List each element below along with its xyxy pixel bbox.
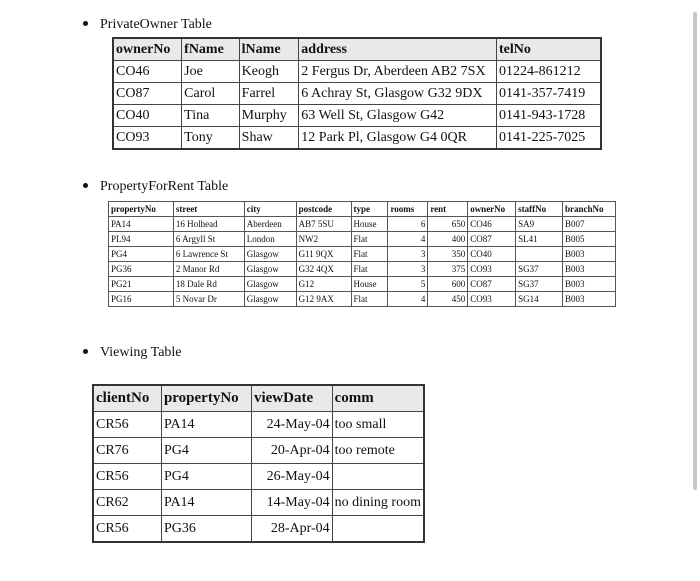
table-cell: PG36 [161,516,251,543]
table-cell: CR62 [93,490,161,516]
table-cell: PA14 [109,217,174,232]
table-cell: 63 Well St, Glasgow G42 [299,105,497,127]
table-row [93,464,424,490]
table-cell: AB7 5SU [296,217,351,232]
table-cell: Flat [351,292,388,307]
table-cell: Flat [351,262,388,277]
column-header: postcode [296,202,351,217]
table-row [109,262,616,277]
table-cell: 2 Fergus Dr, Aberdeen AB2 7SX [299,61,497,83]
table-cell: no dining room [332,490,424,516]
table-cell: CO93 [468,292,516,307]
table-cell: CO46 [468,217,516,232]
column-header: propertyNo [109,202,174,217]
property-for-rent-table [108,201,616,307]
column-header: city [244,202,296,217]
table-cell: too small [332,412,424,438]
table-cell: 26-May-04 [251,464,332,490]
column-header: rooms [388,202,428,217]
table-cell: Tina [182,105,240,127]
table-cell: B007 [562,217,615,232]
table-cell [332,464,424,490]
table-cell: CO93 [113,127,182,150]
table-cell: G11 9QX [296,247,351,262]
column-header: fName [182,38,240,61]
table-cell: CO87 [468,232,516,247]
column-header: type [351,202,388,217]
table-cell: CO40 [468,247,516,262]
table-cell: Murphy [239,105,299,127]
table-cell: Joe [182,61,240,83]
property-for-rent-heading: PropertyForRent Table [83,179,228,195]
viewing-table [92,384,425,543]
table-cell: 14-May-04 [251,490,332,516]
table-cell: Farrel [239,83,299,105]
table-cell: G32 4QX [296,262,351,277]
bullet-icon [83,183,88,188]
column-header: propertyNo [161,385,251,412]
table-cell: 0141-943-1728 [496,105,601,127]
table-cell: 6 Argyll St [173,232,244,247]
table-cell: House [351,217,388,232]
table-cell: PG4 [161,438,251,464]
table-cell: 375 [428,262,468,277]
private-owner-table [112,37,602,150]
column-header: telNo [496,38,601,61]
table-cell: PL94 [109,232,174,247]
table-cell: 350 [428,247,468,262]
table-cell: 28-Apr-04 [251,516,332,543]
column-header: ownerNo [113,38,182,61]
table-row [113,127,601,150]
table-cell: 20-Apr-04 [251,438,332,464]
table-cell: Keogh [239,61,299,83]
table-cell: London [244,232,296,247]
table-cell: too remote [332,438,424,464]
table-cell: 0141-357-7419 [496,83,601,105]
column-header: staffNo [516,202,563,217]
table-cell: PA14 [161,490,251,516]
table-cell: Tony [182,127,240,150]
table-row [109,292,616,307]
table-cell: B005 [562,232,615,247]
table-cell: PG36 [109,262,174,277]
table-cell: NW2 [296,232,351,247]
table-cell: Flat [351,247,388,262]
table-cell: Glasgow [244,247,296,262]
table-cell: Flat [351,232,388,247]
table-cell: 6 [388,217,428,232]
table-cell: CR76 [93,438,161,464]
table-cell: B003 [562,277,615,292]
table-cell: SG37 [516,277,563,292]
column-header: clientNo [93,385,161,412]
column-header: viewDate [251,385,332,412]
table-cell: SG14 [516,292,563,307]
table-cell: Aberdeen [244,217,296,232]
table-cell: 01224-861212 [496,61,601,83]
table-cell: Carol [182,83,240,105]
column-header: street [173,202,244,217]
table-row [109,247,616,262]
table-row [93,490,424,516]
bullet-icon [83,349,88,354]
table-cell: CO87 [468,277,516,292]
table-cell: 5 Novar Dr [173,292,244,307]
vertical-scrollbar[interactable] [693,12,697,490]
column-header: rent [428,202,468,217]
table-cell: G12 [296,277,351,292]
table-cell: CR56 [93,464,161,490]
table-cell: SG37 [516,262,563,277]
table-cell: 0141-225-7025 [496,127,601,150]
table-cell: 450 [428,292,468,307]
table-cell: PA14 [161,412,251,438]
table-row [109,232,616,247]
table-row [93,438,424,464]
column-header: address [299,38,497,61]
table-cell: 16 Holhead [173,217,244,232]
table-cell: 650 [428,217,468,232]
table-cell: PG4 [161,464,251,490]
table-cell: 6 Lawrence St [173,247,244,262]
table-cell: 12 Park Pl, Glasgow G4 0QR [299,127,497,150]
table-cell: 4 [388,292,428,307]
table-cell: SA9 [516,217,563,232]
table-cell: B003 [562,292,615,307]
table-cell: CR56 [93,516,161,543]
column-header: lName [239,38,299,61]
table-row [93,412,424,438]
table-cell: CO46 [113,61,182,83]
table-cell: Glasgow [244,262,296,277]
table-cell: 24-May-04 [251,412,332,438]
table-cell: PG21 [109,277,174,292]
table-cell: 400 [428,232,468,247]
table-cell [332,516,424,543]
table-cell: 5 [388,277,428,292]
table-cell [516,247,563,262]
table-cell: 4 [388,232,428,247]
table-cell: Shaw [239,127,299,150]
private-owner-heading: PrivateOwner Table [83,17,212,33]
column-header: branchNo [562,202,615,217]
table-cell: 18 Dale Rd [173,277,244,292]
table-cell: CO40 [113,105,182,127]
bullet-icon [83,21,88,26]
table-cell: 2 Manor Rd [173,262,244,277]
table-row [109,277,616,292]
table-cell: CO93 [468,262,516,277]
table-row [113,83,601,105]
table-row [109,217,616,232]
table-cell: B003 [562,262,615,277]
table-cell: 600 [428,277,468,292]
table-row [113,105,601,127]
table-cell: SL41 [516,232,563,247]
table-row [113,61,601,83]
table-cell: Glasgow [244,277,296,292]
table-cell: 3 [388,247,428,262]
table-row [93,516,424,543]
table-cell: PG16 [109,292,174,307]
table-cell: House [351,277,388,292]
table-cell: 6 Achray St, Glasgow G32 9DX [299,83,497,105]
column-header: ownerNo [468,202,516,217]
table-cell: CO87 [113,83,182,105]
table-cell: 3 [388,262,428,277]
table-cell: B003 [562,247,615,262]
viewing-heading: Viewing Table [83,345,182,361]
table-cell: G12 9AX [296,292,351,307]
table-cell: PG4 [109,247,174,262]
table-cell: CR56 [93,412,161,438]
column-header: comm [332,385,424,412]
table-cell: Glasgow [244,292,296,307]
